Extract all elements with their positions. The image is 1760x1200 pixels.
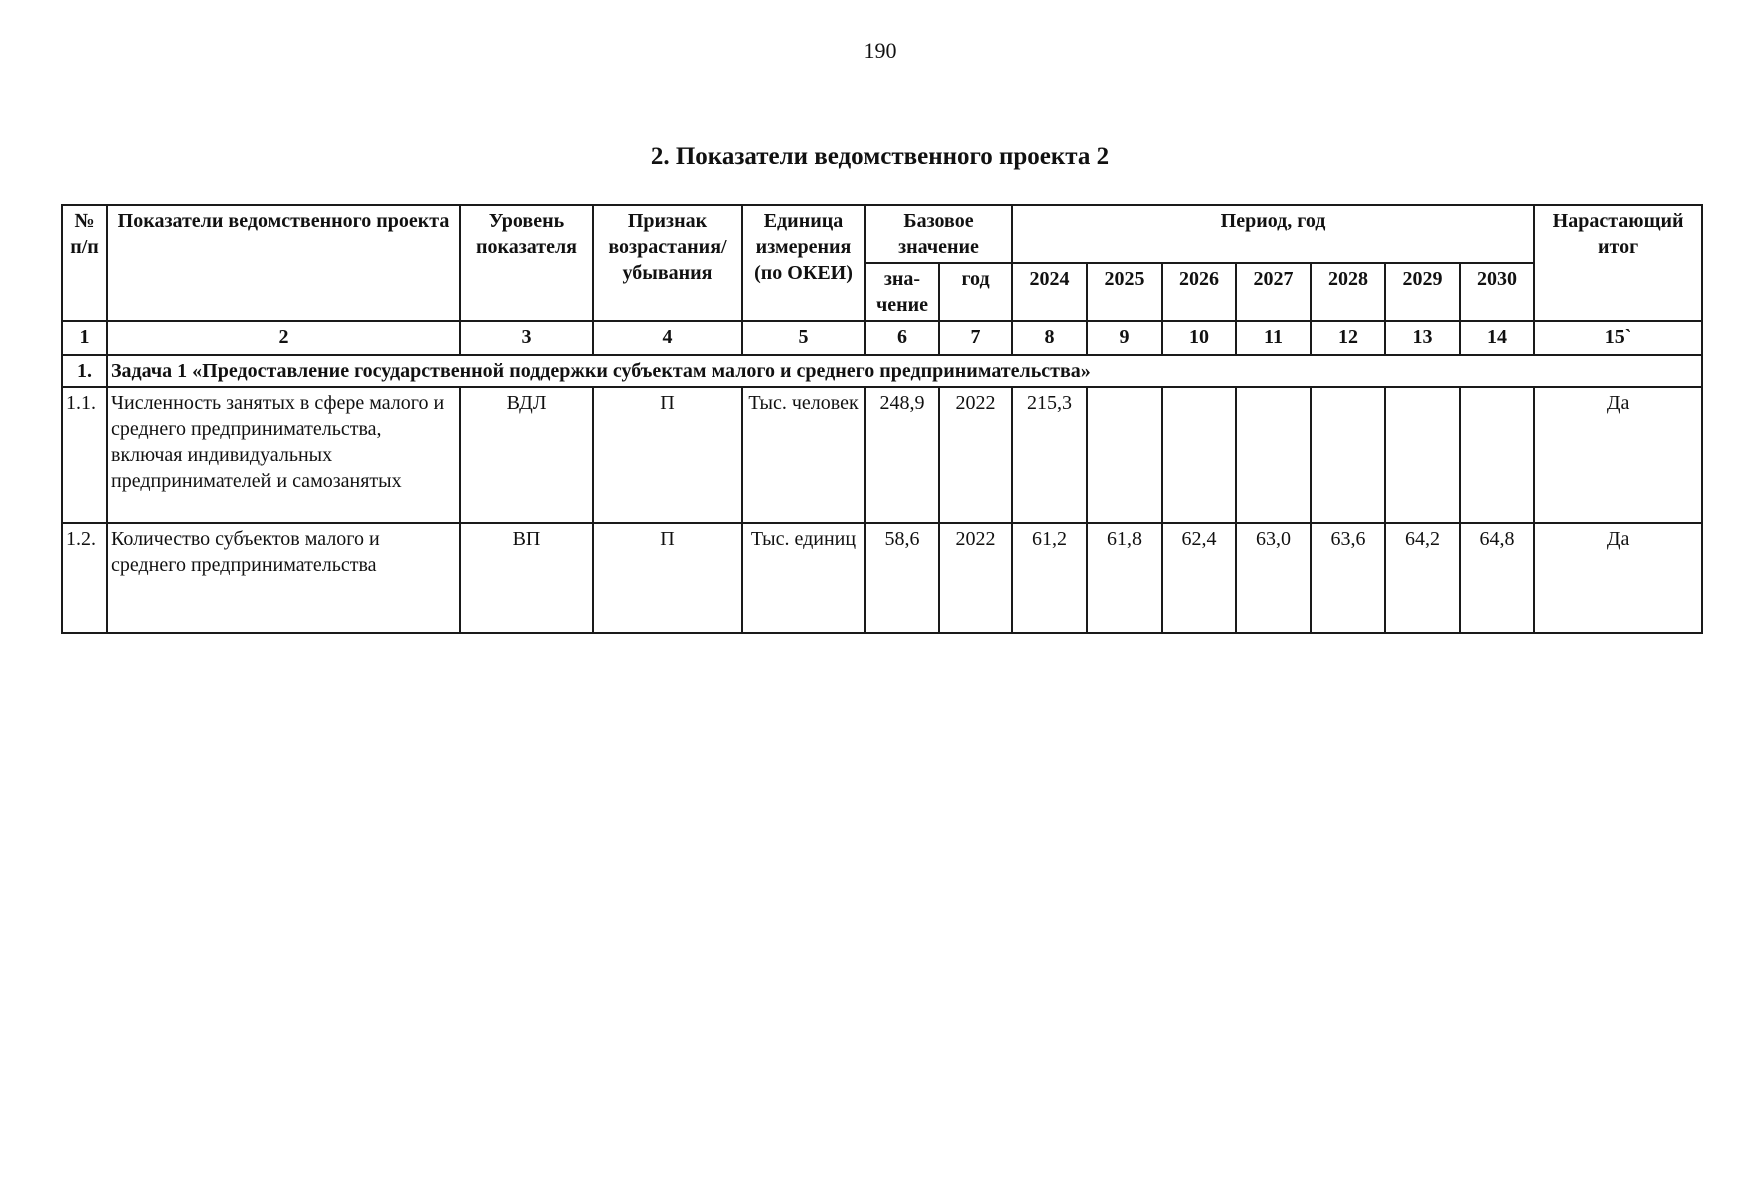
header-row-top [62, 205, 1702, 263]
row-num: 1.1. [62, 387, 107, 523]
row-year-value: 215,3 [1012, 387, 1087, 523]
row-indicator: Количество субъектов малого и среднего предпринимательства [107, 523, 460, 633]
header-year: 2025 [1087, 263, 1162, 321]
column-number: 9 [1087, 321, 1162, 355]
header-year: 2026 [1162, 263, 1236, 321]
header-unit: Единица измерения (по ОКЕИ) [742, 205, 865, 321]
column-number: 8 [1012, 321, 1087, 355]
column-number: 13 [1385, 321, 1460, 355]
row-year-value: 64,2 [1385, 523, 1460, 633]
column-number: 2 [107, 321, 460, 355]
row-year-value [1460, 387, 1534, 523]
row-unit: Тыс. единиц [742, 523, 865, 633]
header-cumulative: Нарастающий итог [1534, 205, 1702, 321]
header-level: Уровень показателя [460, 205, 593, 321]
column-numbers-row [62, 321, 1702, 355]
header-base: Базовое значение [865, 205, 1012, 263]
column-number: 7 [939, 321, 1012, 355]
row-num: 1.2. [62, 523, 107, 633]
page-title: 2. Показатели ведомственного проекта 2 [650, 143, 1110, 170]
row-year-value: 64,8 [1460, 523, 1534, 633]
row-year-value [1236, 387, 1311, 523]
table-row [62, 523, 1702, 633]
row-year-value [1311, 387, 1385, 523]
task-text: Задача 1 «Предоставление государственной поддержки субъектам малого и среднего предпринимательства» [107, 355, 1702, 387]
header-trend: Признак возрастания/ убывания [593, 205, 742, 321]
column-number: 6 [865, 321, 939, 355]
column-number: 10 [1162, 321, 1236, 355]
task-row [62, 355, 1702, 387]
column-number: 12 [1311, 321, 1385, 355]
indicators-table [61, 204, 1703, 634]
header-year: 2028 [1311, 263, 1385, 321]
row-base-value: 58,6 [865, 523, 939, 633]
row-base-year: 2022 [939, 523, 1012, 633]
column-number: 1 [62, 321, 107, 355]
row-year-value [1162, 387, 1236, 523]
row-year-value: 62,4 [1162, 523, 1236, 633]
row-indicator: Численность занятых в сфере малого и среднего предпринимательства, включая индивидуальных предпринимателей и самозанятых [107, 387, 460, 523]
row-unit: Тыс. человек [742, 387, 865, 523]
header-year: 2030 [1460, 263, 1534, 321]
header-year: 2029 [1385, 263, 1460, 321]
header-year: 2027 [1236, 263, 1311, 321]
row-level: ВДЛ [460, 387, 593, 523]
row-year-value: 61,8 [1087, 523, 1162, 633]
row-year-value: 61,2 [1012, 523, 1087, 633]
row-cumulative: Да [1534, 387, 1702, 523]
column-number: 5 [742, 321, 865, 355]
header-base-year: год [939, 263, 1012, 321]
header-indicator: Показатели ведомственного проекта [107, 205, 460, 321]
row-trend: П [593, 523, 742, 633]
task-num: 1. [62, 355, 107, 387]
row-base-value: 248,9 [865, 387, 939, 523]
row-base-year: 2022 [939, 387, 1012, 523]
header-num: № п/п [62, 205, 107, 321]
page-number: 190 [863, 38, 897, 63]
table-row [62, 387, 1702, 523]
column-number: 4 [593, 321, 742, 355]
column-number: 14 [1460, 321, 1534, 355]
column-number: 11 [1236, 321, 1311, 355]
row-cumulative: Да [1534, 523, 1702, 633]
row-trend: П [593, 387, 742, 523]
row-year-value: 63,6 [1311, 523, 1385, 633]
row-year-value: 63,0 [1236, 523, 1311, 633]
row-level: ВП [460, 523, 593, 633]
header-year: 2024 [1012, 263, 1087, 321]
column-number: 15` [1534, 321, 1702, 355]
row-year-value [1385, 387, 1460, 523]
header-period: Период, год [1012, 205, 1534, 263]
header-base-value: зна-чение [865, 263, 939, 321]
row-year-value [1087, 387, 1162, 523]
column-number: 3 [460, 321, 593, 355]
